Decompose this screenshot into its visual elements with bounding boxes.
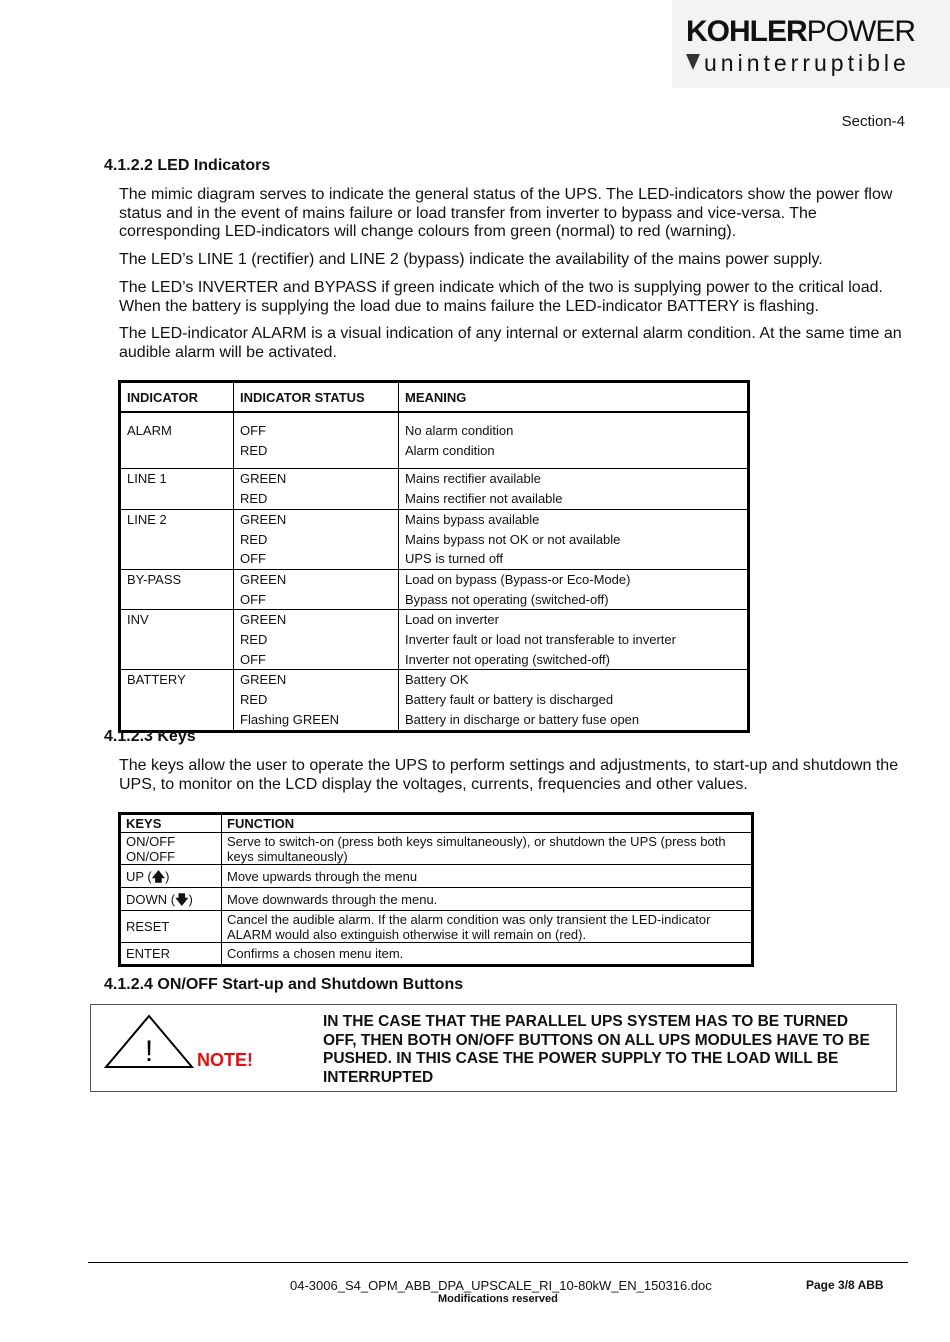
footer-doc-name: 04-3006_S4_OPM_ABB_DPA_UPSCALE_RI_10-80kW_EN_150316.doc xyxy=(290,1278,712,1293)
key-down-suffix: ) xyxy=(188,891,193,907)
key-up-suffix: ) xyxy=(165,868,170,884)
header-keys: KEYS xyxy=(120,814,222,833)
table-row xyxy=(120,421,749,441)
spacer-cell xyxy=(120,412,234,421)
table-row xyxy=(120,690,749,710)
table-row xyxy=(120,509,749,529)
indicator-status-cell: Flashing GREEN xyxy=(234,710,399,731)
up-arrow-icon: 🡅 xyxy=(151,868,166,884)
key-up-prefix: UP ( xyxy=(126,868,152,884)
table-row xyxy=(120,710,749,731)
keys-table xyxy=(118,812,754,967)
warning-triangle-icon xyxy=(103,1013,195,1069)
meaning-cell: Battery in discharge or battery fuse open xyxy=(399,710,749,731)
function-cell: Move downwards through the menu. xyxy=(222,888,753,911)
table-row xyxy=(120,865,753,888)
meaning-cell: Inverter not operating (switched-off) xyxy=(399,650,749,670)
logo-brand: KOHLER xyxy=(686,15,807,48)
header-indicator-status: INDICATOR STATUS xyxy=(234,382,399,413)
indicator-status-cell: GREEN xyxy=(234,670,399,690)
indicator-status-cell: OFF xyxy=(234,590,399,610)
key-reset: RESET xyxy=(120,911,222,943)
indicator-status-cell: RED xyxy=(234,530,399,550)
meaning-cell: Inverter fault or load not transferable to inverter xyxy=(399,630,749,650)
indicator-status-cell: OFF xyxy=(234,549,399,569)
indicator-status-cell: RED xyxy=(234,489,399,509)
header-function: FUNCTION xyxy=(222,814,753,833)
indicator-cell: INV xyxy=(120,610,234,630)
key-onoff-1: ON/OFF xyxy=(126,833,176,849)
table-row xyxy=(120,911,753,943)
table-row xyxy=(120,943,753,966)
table-row xyxy=(120,670,749,690)
indicator-cell: ALARM xyxy=(127,423,172,438)
key-enter: ENTER xyxy=(120,943,222,966)
keys-table-header-row xyxy=(120,814,753,833)
indicator-status-cell: RED xyxy=(234,690,399,710)
table-row xyxy=(120,590,749,610)
led-paragraph-3: The LED’s INVERTER and BYPASS if green indicate which of the two is supplying power to the critical load. When the battery is supplying the load due to mains failure the LED-indicator BATTERY is flashing. xyxy=(119,279,883,315)
note-label: NOTE! xyxy=(197,1050,253,1070)
indicator-cell: BATTERY xyxy=(120,670,234,690)
function-cell: Serve to switch-on (press both keys simultaneously), or shutdown the UPS (press both keys simultaneously) xyxy=(222,833,753,865)
keys-section-heading: 4.1.2.3 Keys xyxy=(104,728,196,745)
indicator-cell xyxy=(120,630,234,650)
indicator-cell: LINE 1 xyxy=(120,469,234,489)
meaning-cell: Battery fault or battery is discharged xyxy=(399,690,749,710)
table-row xyxy=(120,888,753,911)
meaning-cell: Load on bypass (Bypass-or Eco-Mode) xyxy=(399,569,749,589)
table-row xyxy=(120,469,749,489)
function-cell: Move upwards through the menu xyxy=(222,865,753,888)
onoff-section-heading: 4.1.2.4 ON/OFF Start-up and Shutdown Buttons xyxy=(104,976,464,993)
table-spacer-row xyxy=(120,412,749,421)
down-arrow-icon: 🡇 xyxy=(175,891,189,907)
indicator-status-cell: GREEN xyxy=(234,610,399,630)
led-paragraph-1: The mimic diagram serves to indicate the general status of the UPS. The LED-indicators show the power flow status and in the event of mains failure or load transfer from inverter to bypass and vice-versa. The corresponding LED-indicators will change colours from green (normal) to red (warning). xyxy=(119,186,893,240)
table-row xyxy=(120,549,749,569)
spacer-cell xyxy=(399,412,749,421)
meaning-cell: Battery OK xyxy=(399,670,749,690)
meaning-cell: Load on inverter xyxy=(399,610,749,630)
indicator-cell xyxy=(120,590,234,610)
logo-wordmark xyxy=(686,15,915,49)
table-row xyxy=(120,610,749,630)
table-spacer-row xyxy=(120,460,749,469)
indicator-cell xyxy=(120,489,234,509)
key-onoff-2: ON/OFF xyxy=(126,848,176,864)
indicator-status-cell: GREEN xyxy=(234,469,399,489)
logo-power: POWER xyxy=(806,15,916,48)
spacer-cell xyxy=(234,460,399,469)
meaning-cell: Mains rectifier not available xyxy=(399,489,749,509)
footer-divider xyxy=(88,1262,908,1263)
indicator-status-cell: RED xyxy=(234,630,399,650)
led-table-body xyxy=(120,412,749,731)
logo-v-mark-icon xyxy=(686,54,700,70)
indicator-cell xyxy=(120,441,234,461)
meaning-cell: Mains bypass not OK or not available xyxy=(399,530,749,550)
indicator-cell: LINE 2 xyxy=(120,509,234,529)
led-paragraph-2: The LED’s LINE 1 (rectifier) and LINE 2 (bypass) indicate the availability of the mains power supply. xyxy=(119,251,823,268)
meaning-cell: UPS is turned off xyxy=(399,549,749,569)
table-row xyxy=(120,569,749,589)
spacer-cell xyxy=(234,412,399,421)
indicator-status-cell: RED xyxy=(234,441,399,461)
indicator-status-cell: GREEN xyxy=(234,569,399,589)
logo-tagline-row xyxy=(686,50,910,77)
indicator-cell xyxy=(120,690,234,710)
function-cell: Confirms a chosen menu item. xyxy=(222,943,753,966)
key-cell xyxy=(120,865,222,888)
table-row xyxy=(120,489,749,509)
logo-tagline: uninterruptible xyxy=(704,50,910,76)
led-table-header-row xyxy=(120,382,749,413)
indicator-status-cell: GREEN xyxy=(234,509,399,529)
table-row xyxy=(120,441,749,461)
key-cell xyxy=(120,833,222,865)
indicator-status-cell: OFF xyxy=(234,650,399,670)
footer-page-number: Page 3/8 ABB xyxy=(806,1278,884,1292)
meaning-cell: Mains bypass available xyxy=(399,509,749,529)
note-text: IN THE CASE THAT THE PARALLEL UPS SYSTEM HAS TO BE TURNED OFF, THEN BOTH ON/OFF BUTTONS ON ALL UPS MODULES HAVE TO BE PUSHED. IN THIS CASE THE POWER SUPPLY TO THE LOAD WILL BE INTERRUPTED xyxy=(323,1013,870,1086)
led-indicator-table xyxy=(118,380,750,733)
footer-modifications: Modifications reserved xyxy=(438,1293,558,1305)
meaning-cell: Alarm condition xyxy=(399,441,749,461)
table-row xyxy=(120,530,749,550)
led-section-heading: 4.1.2.2 LED Indicators xyxy=(104,157,271,174)
meaning-cell: Bypass not operating (switched-off) xyxy=(399,590,749,610)
header-meaning: MEANING xyxy=(399,382,749,413)
warning-symbol: ! xyxy=(144,1035,154,1068)
key-down-prefix: DOWN ( xyxy=(126,891,176,907)
indicator-cell: BY-PASS xyxy=(120,569,234,589)
section-label: Section-4 xyxy=(841,113,905,130)
led-paragraph-4: The LED-indicator ALARM is a visual indication of any internal or external alarm condition. At the same time an audible alarm will be activated. xyxy=(119,325,902,361)
note-box xyxy=(90,1004,897,1092)
table-row xyxy=(120,833,753,865)
header-indicator: INDICATOR xyxy=(120,382,234,413)
meaning-cell: No alarm condition xyxy=(399,421,749,441)
kohler-power-logo xyxy=(672,0,950,88)
function-cell: Cancel the audible alarm. If the alarm condition was only transient the LED-indicator ALARM would also extinguish otherwise it will remain on (red). xyxy=(222,911,753,943)
table-row xyxy=(120,650,749,670)
key-cell xyxy=(120,888,222,911)
indicator-cell xyxy=(120,549,234,569)
spacer-cell xyxy=(120,460,234,469)
keys-paragraph: The keys allow the user to operate the UPS to perform settings and adjustments, to start-up and shutdown the UPS, to monitor on the LCD display the voltages, currents, frequencies and other values. xyxy=(119,757,899,793)
indicator-status-cell: OFF xyxy=(234,421,399,441)
spacer-cell xyxy=(399,460,749,469)
indicator-cell xyxy=(120,650,234,670)
meaning-cell: Mains rectifier available xyxy=(399,469,749,489)
table-row xyxy=(120,630,749,650)
indicator-cell xyxy=(120,530,234,550)
